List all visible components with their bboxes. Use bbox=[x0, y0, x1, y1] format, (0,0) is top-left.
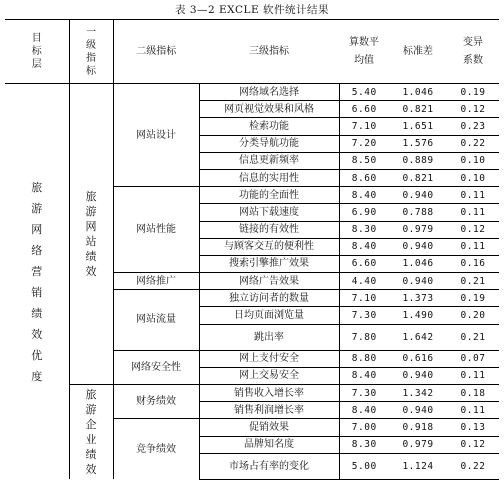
mean-value: 4.40 bbox=[339, 273, 389, 290]
mean-value: 7.00 bbox=[339, 419, 389, 436]
indicator-name: 独立访问者的数量 bbox=[199, 290, 339, 307]
cv-value: 0.23 bbox=[447, 118, 499, 135]
indicator-name: 网上交易安全 bbox=[199, 367, 339, 384]
mean-value: 7.10 bbox=[339, 290, 389, 307]
cv-value: 0.21 bbox=[447, 273, 499, 290]
indicator-name: 网页视觉效果和风格 bbox=[199, 101, 339, 118]
level2-cell: 网站流量 bbox=[113, 290, 199, 350]
std-value: 0.979 bbox=[389, 221, 447, 238]
indicator-name: 销售利润增长率 bbox=[199, 402, 339, 419]
header-level2: 二级指标 bbox=[113, 20, 199, 84]
indicator-name: 网络域名选择 bbox=[199, 84, 339, 101]
std-value: 0.940 bbox=[389, 367, 447, 384]
indicator-name: 链接的有效性 bbox=[199, 221, 339, 238]
std-value: 1.490 bbox=[389, 307, 447, 324]
cv-value: 0.12 bbox=[447, 101, 499, 118]
indicator-name: 功能的全面性 bbox=[199, 187, 339, 204]
std-value: 0.979 bbox=[389, 436, 447, 453]
mean-value: 7.80 bbox=[339, 324, 389, 350]
std-value: 1.373 bbox=[389, 290, 447, 307]
indicator-name: 市场占有率的变化 bbox=[199, 453, 339, 479]
level2-cell: 网站性能 bbox=[113, 187, 199, 273]
cv-value: 0.16 bbox=[447, 255, 499, 272]
std-value: 0.940 bbox=[389, 238, 447, 255]
mean-value: 8.30 bbox=[339, 221, 389, 238]
std-value: 1.576 bbox=[389, 135, 447, 152]
std-value: 1.651 bbox=[389, 118, 447, 135]
cv-value: 0.11 bbox=[447, 238, 499, 255]
indicator-name: 分类导航功能 bbox=[199, 135, 339, 152]
indicator-name: 日均页面浏览量 bbox=[199, 307, 339, 324]
std-value: 1.642 bbox=[389, 324, 447, 350]
header-level1: 一级指标 bbox=[69, 20, 113, 84]
std-value: 0.889 bbox=[389, 152, 447, 169]
mean-value: 7.20 bbox=[339, 135, 389, 152]
header-row bbox=[5, 20, 499, 84]
mean-value: 8.40 bbox=[339, 402, 389, 419]
std-value: 1.342 bbox=[389, 385, 447, 402]
std-value: 0.821 bbox=[389, 169, 447, 186]
level2-cell: 网站设计 bbox=[113, 84, 199, 187]
cv-value: 0.11 bbox=[447, 187, 499, 204]
indicator-name: 网络广告效果 bbox=[199, 273, 339, 290]
mean-value: 7.30 bbox=[339, 385, 389, 402]
indicator-name: 促销效果 bbox=[199, 419, 339, 436]
mean-value: 8.40 bbox=[339, 367, 389, 384]
cv-value: 0.07 bbox=[447, 350, 499, 367]
indicator-name: 信息的实用性 bbox=[199, 169, 339, 186]
std-value: 0.940 bbox=[389, 273, 447, 290]
cv-value: 0.13 bbox=[447, 419, 499, 436]
std-value: 1.046 bbox=[389, 84, 447, 101]
mean-value: 5.40 bbox=[339, 84, 389, 101]
level1-cell: 旅游企业绩效 bbox=[69, 385, 113, 480]
table-row bbox=[5, 84, 499, 101]
cv-value: 0.12 bbox=[447, 221, 499, 238]
indicator-name: 跳出率 bbox=[199, 324, 339, 350]
cv-value: 0.20 bbox=[447, 307, 499, 324]
cv-value: 0.12 bbox=[447, 436, 499, 453]
cv-value: 0.22 bbox=[447, 453, 499, 479]
indicator-name: 信息更新频率 bbox=[199, 152, 339, 169]
cv-value: 0.22 bbox=[447, 135, 499, 152]
table-row bbox=[5, 385, 499, 402]
mean-value: 8.40 bbox=[339, 187, 389, 204]
cv-value: 0.11 bbox=[447, 402, 499, 419]
std-value: 1.046 bbox=[389, 255, 447, 272]
cv-value: 0.18 bbox=[447, 385, 499, 402]
std-value: 0.918 bbox=[389, 419, 447, 436]
level1-cell: 旅游网站绩效 bbox=[69, 84, 113, 385]
std-value: 1.124 bbox=[389, 453, 447, 479]
cv-value: 0.19 bbox=[447, 84, 499, 101]
header-mean: 算数平均值 bbox=[339, 20, 389, 84]
cv-value: 0.21 bbox=[447, 324, 499, 350]
std-value: 0.616 bbox=[389, 350, 447, 367]
std-value: 0.821 bbox=[389, 101, 447, 118]
std-value: 0.940 bbox=[389, 402, 447, 419]
target-cell: 旅游网络营销绩效优度 bbox=[5, 84, 69, 480]
mean-value: 7.30 bbox=[339, 307, 389, 324]
cv-value: 0.19 bbox=[447, 290, 499, 307]
indicator-name: 品牌知名度 bbox=[199, 436, 339, 453]
mean-value: 6.60 bbox=[339, 255, 389, 272]
indicator-name: 检索功能 bbox=[199, 118, 339, 135]
statistics-table bbox=[5, 19, 499, 480]
mean-value: 5.00 bbox=[339, 453, 389, 479]
level2-cell: 竞争绩效 bbox=[113, 419, 199, 479]
cv-value: 0.11 bbox=[447, 204, 499, 221]
indicator-name: 网站下载速度 bbox=[199, 204, 339, 221]
cv-value: 0.10 bbox=[447, 152, 499, 169]
mean-value: 7.10 bbox=[339, 118, 389, 135]
indicator-name: 网上支付安全 bbox=[199, 350, 339, 367]
mean-value: 8.50 bbox=[339, 152, 389, 169]
table-caption: 表 3—2 EXCLE 软件统计结果 bbox=[174, 4, 329, 16]
mean-value: 8.60 bbox=[339, 169, 389, 186]
indicator-name: 销售收入增长率 bbox=[199, 385, 339, 402]
header-level3: 三级指标 bbox=[199, 20, 339, 84]
level2-cell: 网络推广 bbox=[113, 273, 199, 290]
mean-value: 8.80 bbox=[339, 350, 389, 367]
std-value: 0.940 bbox=[389, 187, 447, 204]
header-cv: 变异系数 bbox=[447, 20, 499, 84]
header-std: 标准差 bbox=[389, 20, 447, 84]
cv-value: 0.11 bbox=[447, 367, 499, 384]
mean-value: 6.90 bbox=[339, 204, 389, 221]
cv-value: 0.10 bbox=[447, 169, 499, 186]
indicator-name: 搜索引擎推广效果 bbox=[199, 255, 339, 272]
indicator-name: 与顾客交互的便利性 bbox=[199, 238, 339, 255]
mean-value: 8.40 bbox=[339, 238, 389, 255]
std-value: 0.788 bbox=[389, 204, 447, 221]
mean-value: 6.60 bbox=[339, 101, 389, 118]
level2-cell: 网络安全性 bbox=[113, 350, 199, 384]
header-target: 目标层 bbox=[5, 20, 69, 84]
mean-value: 8.30 bbox=[339, 436, 389, 453]
level2-cell: 财务绩效 bbox=[113, 385, 199, 419]
